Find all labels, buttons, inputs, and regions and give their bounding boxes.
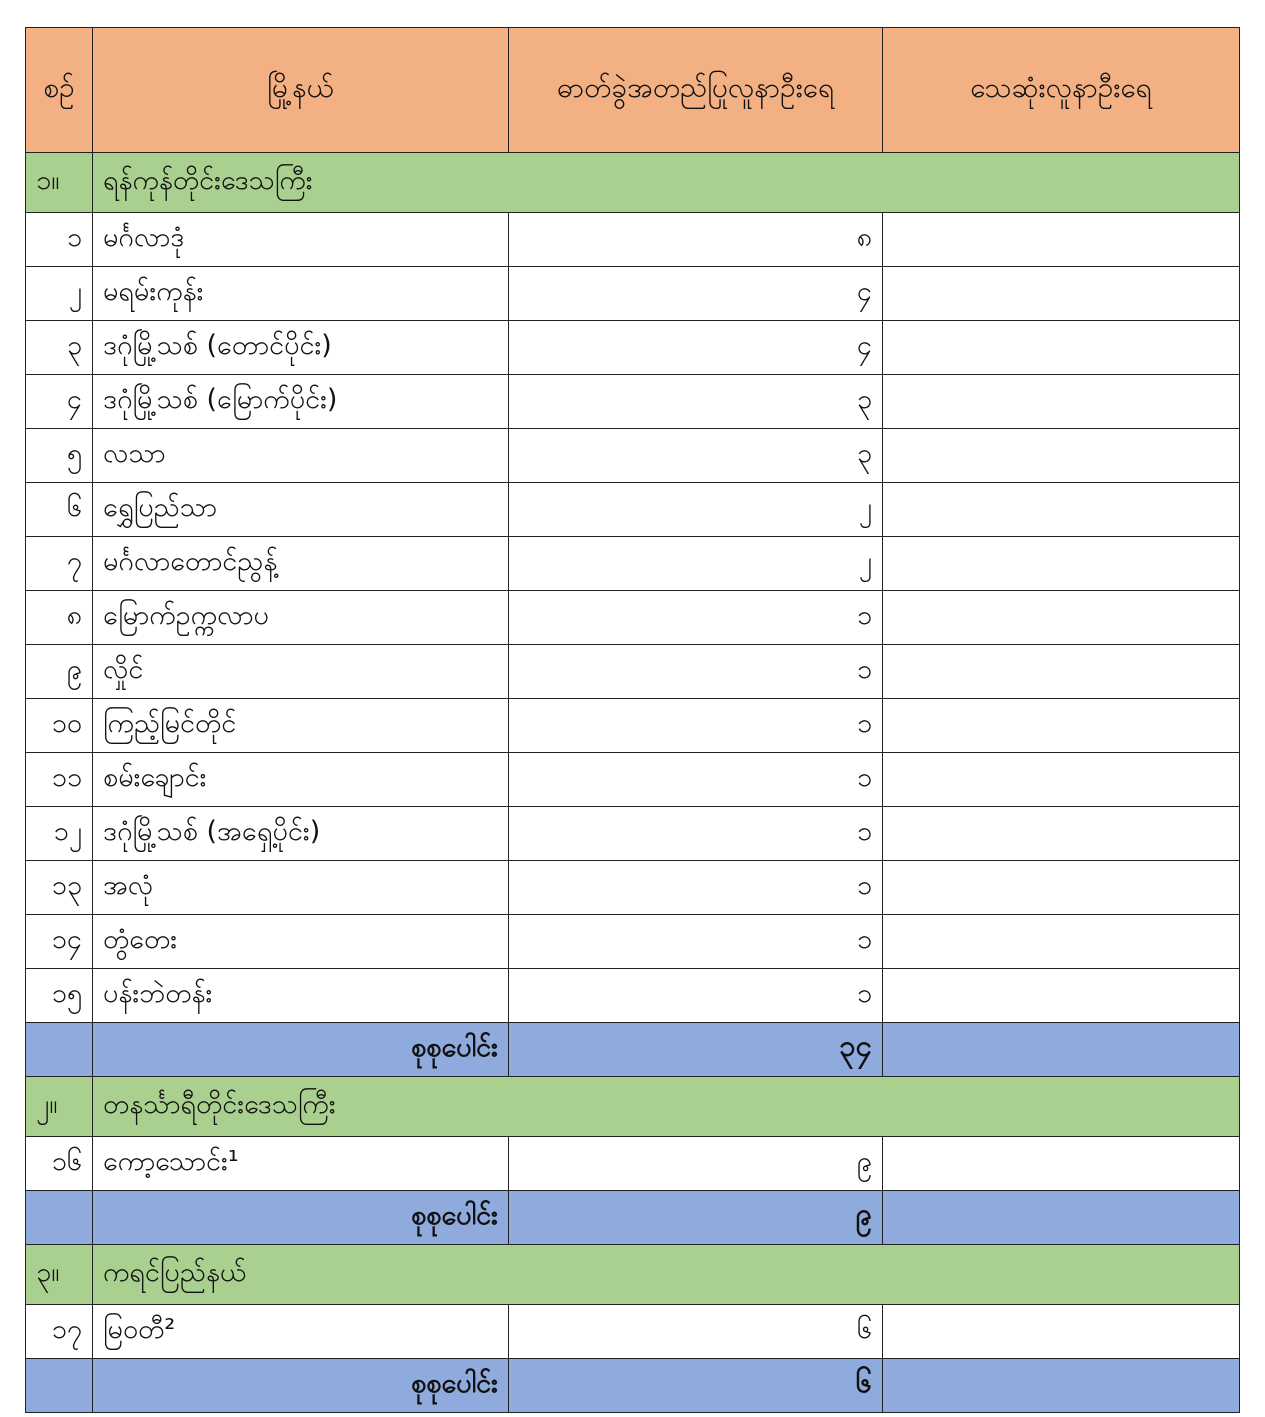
- header-no: စဉ်: [26, 28, 93, 153]
- township-name: မင်္ဂလာဒုံ: [93, 213, 509, 267]
- table-row: [26, 321, 1240, 375]
- subtotal-label: စုစုပေါင်း: [93, 1023, 509, 1077]
- death-count: [883, 645, 1240, 699]
- row-number: ၂: [26, 267, 93, 321]
- table-row: [26, 267, 1240, 321]
- subtotal-confirmed: ၉: [509, 1191, 883, 1245]
- subtotal-row: [26, 1023, 1240, 1077]
- region-number: ၁။: [26, 153, 93, 213]
- confirmed-count: ၉: [509, 1137, 883, 1191]
- subtotal-confirmed: ၃၄: [509, 1023, 883, 1077]
- row-number: ၇: [26, 537, 93, 591]
- row-number: ၄: [26, 375, 93, 429]
- confirmed-count: ၁: [509, 807, 883, 861]
- confirmed-count: ၁: [509, 591, 883, 645]
- row-number: ၁၁: [26, 753, 93, 807]
- township-name: စမ်းချောင်း: [93, 753, 509, 807]
- table-row: [26, 645, 1240, 699]
- death-count: [883, 969, 1240, 1023]
- confirmed-count: ၄: [509, 321, 883, 375]
- table-row: [26, 375, 1240, 429]
- subtotal-confirmed: ၆: [509, 1359, 883, 1413]
- death-count: [883, 537, 1240, 591]
- subtotal-blank: [26, 1191, 93, 1245]
- township-name: ဒဂုံမြို့သစ် (အရှေ့ပိုင်း): [93, 807, 509, 861]
- subtotal-row: [26, 1359, 1240, 1413]
- row-number: ၁၂: [26, 807, 93, 861]
- table-row: [26, 915, 1240, 969]
- death-count: [883, 267, 1240, 321]
- header-township: မြို့နယ်: [93, 28, 509, 153]
- table-row: [26, 969, 1240, 1023]
- township-name: တွံတေး: [93, 915, 509, 969]
- township-name: မြောက်ဥက္ကလာပ: [93, 591, 509, 645]
- death-count: [883, 915, 1240, 969]
- region-name: တနင်္သာရီတိုင်းဒေသကြီး: [93, 1077, 1240, 1137]
- header-deaths: သေဆုံးလူနာဦးရေ: [883, 28, 1240, 153]
- subtotal-blank: [26, 1023, 93, 1077]
- table-row: [26, 537, 1240, 591]
- table-row: [26, 699, 1240, 753]
- death-count: [883, 375, 1240, 429]
- table-row: [26, 591, 1240, 645]
- death-count: [883, 807, 1240, 861]
- row-number: ၁၇: [26, 1305, 93, 1359]
- confirmed-count: ၁: [509, 699, 883, 753]
- confirmed-count: ၁: [509, 969, 883, 1023]
- death-count: [883, 591, 1240, 645]
- row-number: ၈: [26, 591, 93, 645]
- township-name: ရွှေပြည်သာ: [93, 483, 509, 537]
- row-number: ၁၃: [26, 861, 93, 915]
- header-confirmed-patients: ဓာတ်ခွဲအတည်ပြုလူနာဦးရေ: [509, 28, 883, 153]
- death-count: [883, 699, 1240, 753]
- subtotal-deaths: [883, 1359, 1240, 1413]
- confirmed-count: ၂: [509, 537, 883, 591]
- township-cases-table: [25, 27, 1240, 1413]
- death-count: [883, 429, 1240, 483]
- region-name: ရန်ကုန်တိုင်းဒေသကြီး: [93, 153, 1240, 213]
- table-row: [26, 483, 1240, 537]
- confirmed-count: ၄: [509, 267, 883, 321]
- confirmed-count: ၁: [509, 753, 883, 807]
- subtotal-label: စုစုပေါင်း: [93, 1191, 509, 1245]
- table-row: [26, 753, 1240, 807]
- confirmed-count: ၁: [509, 645, 883, 699]
- table-row: [26, 213, 1240, 267]
- township-name: မြဝတီ²: [93, 1305, 509, 1359]
- township-name: မရမ်းကုန်း: [93, 267, 509, 321]
- row-number: ၆: [26, 483, 93, 537]
- subtotal-deaths: [883, 1023, 1240, 1077]
- table-row: [26, 807, 1240, 861]
- township-name: ပန်းဘဲတန်း: [93, 969, 509, 1023]
- row-number: ၅: [26, 429, 93, 483]
- table-body: [26, 28, 1240, 1413]
- row-number: ၁: [26, 213, 93, 267]
- row-number: ၁၄: [26, 915, 93, 969]
- table-row: [26, 861, 1240, 915]
- township-name: ကြည့်မြင်တိုင်: [93, 699, 509, 753]
- region-number: ၂။: [26, 1077, 93, 1137]
- row-number: ၁၆: [26, 1137, 93, 1191]
- subtotal-blank: [26, 1359, 93, 1413]
- subtotal-label: စုစုပေါင်း: [93, 1359, 509, 1413]
- confirmed-count: ၁: [509, 915, 883, 969]
- township-name: မင်္ဂလာတောင်ညွန့်: [93, 537, 509, 591]
- township-name: ဒဂုံမြို့သစ် (မြောက်ပိုင်း): [93, 375, 509, 429]
- region-row: [26, 1245, 1240, 1305]
- township-name: လသာ: [93, 429, 509, 483]
- death-count: [883, 753, 1240, 807]
- death-count: [883, 1137, 1240, 1191]
- confirmed-count: ၃: [509, 375, 883, 429]
- row-number: ၁၀: [26, 699, 93, 753]
- table-row: [26, 1137, 1240, 1191]
- death-count: [883, 213, 1240, 267]
- death-count: [883, 1305, 1240, 1359]
- table-row: [26, 429, 1240, 483]
- region-row: [26, 153, 1240, 213]
- township-name: ဒဂုံမြို့သစ် (တောင်ပိုင်း): [93, 321, 509, 375]
- header-row: [26, 28, 1240, 153]
- region-number: ၃။: [26, 1245, 93, 1305]
- confirmed-count: ၆: [509, 1305, 883, 1359]
- township-name: ကော့သောင်း¹: [93, 1137, 509, 1191]
- confirmed-count: ၁: [509, 861, 883, 915]
- region-row: [26, 1077, 1240, 1137]
- table-row: [26, 1305, 1240, 1359]
- township-name: လှိုင်: [93, 645, 509, 699]
- region-name: ကရင်ပြည်နယ်: [93, 1245, 1240, 1305]
- confirmed-count: ၈: [509, 213, 883, 267]
- subtotal-row: [26, 1191, 1240, 1245]
- township-name: အလုံ: [93, 861, 509, 915]
- row-number: ၃: [26, 321, 93, 375]
- confirmed-count: ၃: [509, 429, 883, 483]
- death-count: [883, 861, 1240, 915]
- row-number: ၉: [26, 645, 93, 699]
- subtotal-deaths: [883, 1191, 1240, 1245]
- confirmed-count: ၂: [509, 483, 883, 537]
- death-count: [883, 483, 1240, 537]
- row-number: ၁၅: [26, 969, 93, 1023]
- death-count: [883, 321, 1240, 375]
